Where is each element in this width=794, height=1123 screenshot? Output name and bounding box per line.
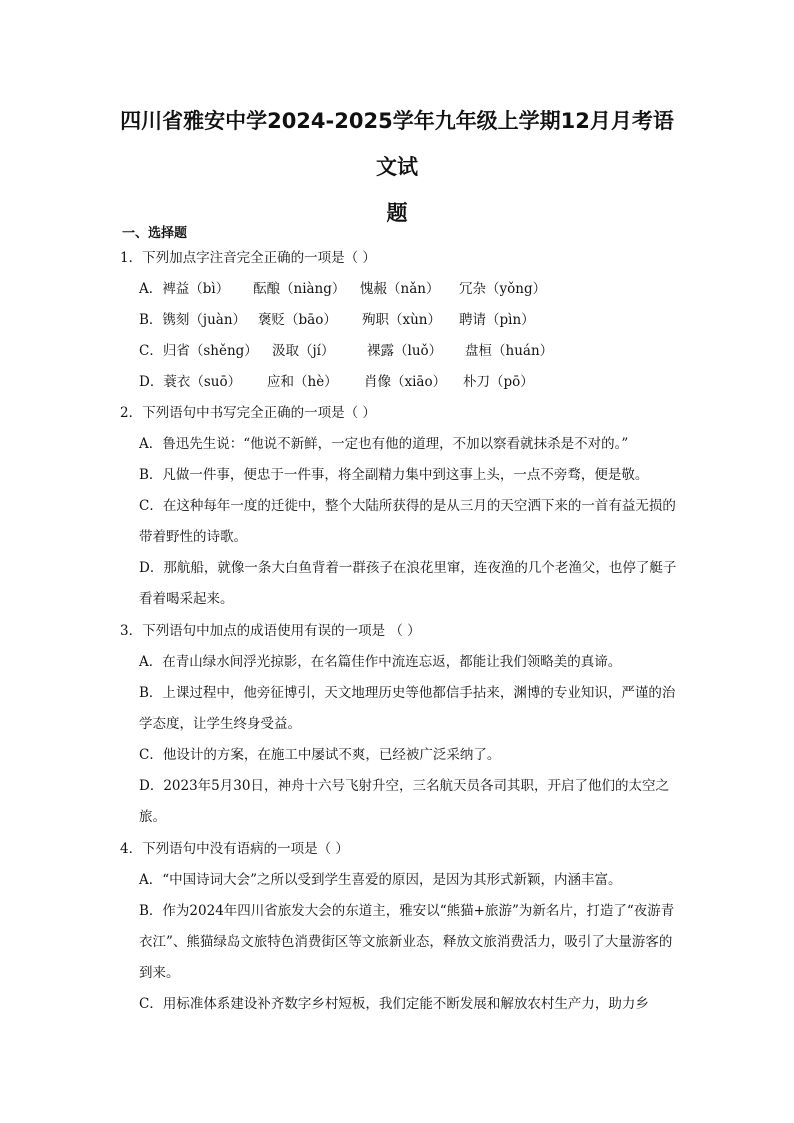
option-cell: 肖像（xiāo） (364, 374, 447, 390)
option-cell: 愧赧（nǎn） (360, 281, 440, 297)
question-4-option-a: A．“中国诗词大会”之所以受到学生喜爱的原因，是因为其形式新颖，内涵丰富。 (139, 872, 622, 888)
option-cell: 朴刀（pō） (463, 374, 534, 390)
question-1-option-c (139, 336, 553, 367)
question-1-stem: 1．下列加点字注音完全正确的一项是（ ） (120, 250, 376, 266)
section-heading: 一、选择题 (122, 226, 188, 241)
option-cell: 汲取（jí） (272, 343, 335, 359)
question-2-option-d: D．那航船，就像一条大白鱼背着一群孩子在浪花里窜，连夜渔的几个老渔父，也停了艇子看着喝采起来。 (139, 560, 677, 607)
question-4-option-b: B．作为2024年四川省旅发大会的东道主，雅安以“熊猫+旅游”为新名片，打造了“夜游青衣江”、熊猫绿岛文旅特色消费街区等文旅新业态，释放文旅消费活力，吸引了大量游客的到来。 (139, 903, 675, 981)
question-1-option-a (139, 274, 546, 305)
option-cell: 应和（hè） (267, 374, 338, 390)
question-3-option-a: A．在青山绿水间浮光掠影，在名篇佳作中流连忘返，都能让我们领略美的真谛。 (139, 654, 622, 670)
option-cell: 聘请（pìn） (459, 312, 535, 328)
option-cell: 褒贬（bāo） (258, 312, 337, 328)
document-title (110, 98, 684, 236)
question-2-option-b: B．凡做一件事，便忠于一件事，将全副精力集中到这事上头，一点不旁骛，便是敬。 (139, 467, 649, 483)
title-line-2: 题 (386, 201, 408, 225)
question-3-stem: 3．下列语句中加点的成语使用有误的一项是 （ ） (120, 623, 421, 639)
question-1-option-b (139, 305, 535, 336)
question-2-option-c: C．在这种每年一度的迁徙中，整个大陆所获得的是从三月的天空洒下来的一首有益无损的带着野性的诗歌。 (139, 498, 676, 545)
question-4-stem: 4．下列语句中没有语病的一项是（ ） (120, 841, 349, 857)
option-cell: C．归省（shěng） (139, 343, 258, 359)
question-2-option-a: A．鲁迅先生说：“他说不新鲜，一定也有他的道理，不加以察看就抹杀是不对的。” (139, 436, 629, 452)
option-cell: 盘桓（huán） (465, 343, 554, 359)
question-3-option-d: D．2023年5月30日，神舟十六号飞射升空，三名航天员各司其职，开启了他们的太空之旅。 (139, 778, 669, 825)
option-cell: A．裨益（bì） (139, 281, 230, 297)
option-cell: 殉职（xùn） (362, 312, 442, 328)
question-4-option-c: C．用标准体系建设补齐数字乡村短板，我们定能不断发展和解放农村生产力，助力乡 (139, 996, 649, 1012)
question-3-option-c: C．他设计的方案，在施工中屡试不爽，已经被广泛采纳了。 (139, 747, 501, 763)
option-cell: 酝酿（niàng） (253, 281, 346, 297)
option-cell: 裸露（luǒ） (367, 343, 443, 359)
question-3-option-b: B．上课过程中，他旁征博引，天文地理历史等他都信手拈来，渊博的专业知识，严谨的治学态度，让学生终身受益。 (139, 685, 676, 732)
option-cell: D．蓑衣（suō） (139, 374, 242, 390)
option-cell: 冗杂（yǒng） (459, 281, 547, 297)
title-line-1: 四川省雅安中学2024-2025学年九年级上学期12月月考语文试 (120, 109, 674, 179)
question-2-stem: 2．下列语句中书写完全正确的一项是（ ） (120, 405, 376, 421)
question-1-option-d (139, 367, 534, 398)
option-cell: B．镌刻（juàn） (139, 312, 247, 328)
